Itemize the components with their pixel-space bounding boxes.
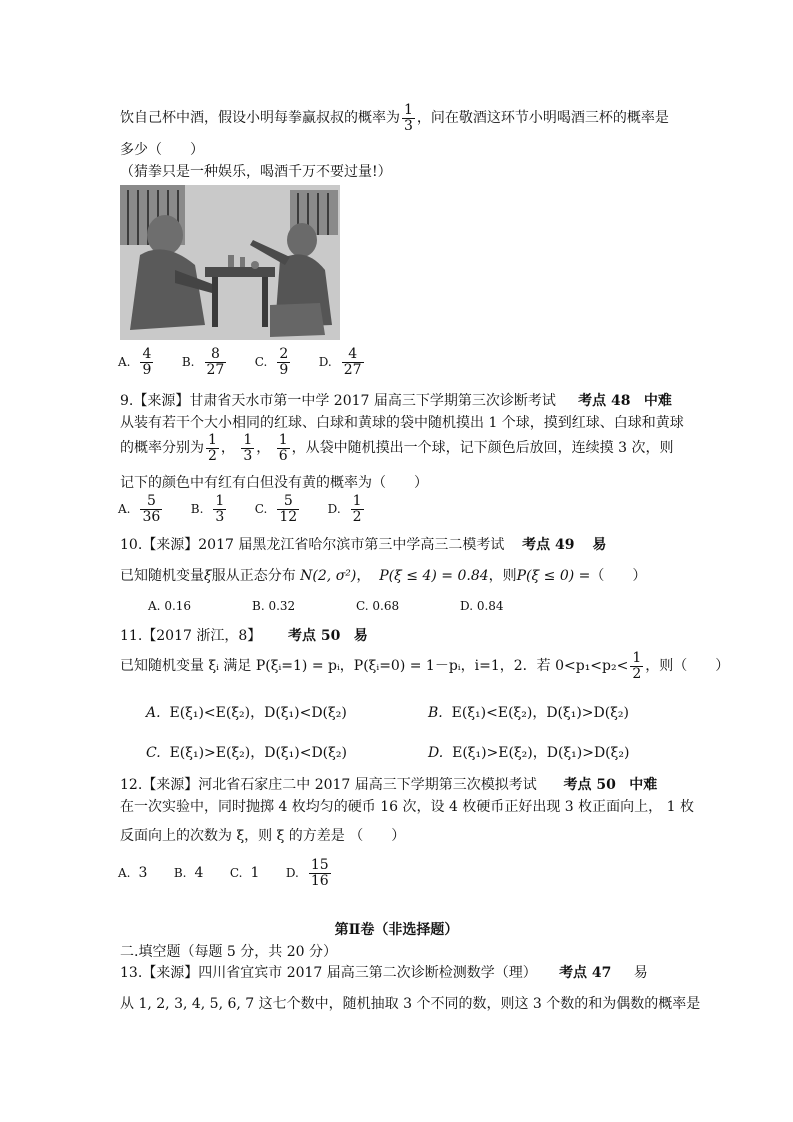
q10-stem: 已知随机变量ξ服从正态分布 N(2, σ²)， P(ξ ≤ 4) = 0.84，则P(ξ ≤ 0) =（ ） (120, 568, 647, 584)
sculpture-drawing (120, 185, 340, 340)
q12-option-b: B. 4 (173, 865, 204, 882)
q9-header: 9.【来源】甘肃省天水市第一中学 2017 届高三下学期第三次诊断考试 考点 48 中难 (120, 393, 672, 409)
q11-option-d: D. E(ξ₁)>E(ξ₂)，D(ξ₁)>D(ξ₂) (428, 745, 630, 761)
q11-option-b: B. E(ξ₁)<E(ξ₂)，D(ξ₁)>D(ξ₂) (428, 705, 629, 721)
q8-option-b: B. $\frac{8}{27}$ (181, 346, 225, 378)
q9-option-b: B. $\frac{1}{3}$ (190, 493, 225, 525)
q8-option-a: A. $\frac{4}{9}$ (118, 346, 152, 378)
q9-line3: 记下的颜色中有红有白但没有黄的概率为（ ） (120, 475, 428, 491)
q10-header: 10.【来源】2017 届黑龙江省哈尔滨市第三中学高三二模考试 考点 49 易 (120, 537, 607, 553)
q13-line1: 从 1, 2, 3, 4, 5, 6, 7 这七个数中，随机抽取 3 个不同的数，则这 3 个数的和为偶数的概率是 (120, 996, 701, 1012)
q10-option-c: C. 0.68 (356, 599, 400, 613)
q12-option-a: A. 3 (118, 865, 148, 882)
q9-option-c: C. $\frac{5}{12}$ (254, 493, 298, 525)
q13-header: 13.【来源】四川省宜宾市 2017 届高三第二次诊断检测数学（理） 考点 47 易 (120, 965, 648, 981)
sculpture-photo (120, 185, 340, 340)
q12-options (118, 858, 355, 888)
q8-note: （猜拳只是一种娱乐，喝酒千万不要过量!） (120, 164, 392, 180)
q8-line1: 饮自己杯中酒，假设小明每拳赢叔叔的概率为 $\frac{1}{3}$ ，问在敬酒这环节小明喝酒三杯的概率是 (120, 102, 669, 134)
section-title: 第Ⅱ卷（非选择题） (334, 922, 459, 938)
q10-option-a: A. 0.16 (148, 599, 192, 613)
q8-option-d: D. $\frac{4}{27}$ (318, 346, 362, 378)
q12-line1: 在一次实验中，同时抛掷 4 枚均匀的硬币 16 次，设 4 枚硬币正好出现 3 枚正面向上， 1 枚 (120, 799, 694, 815)
q8-option-c: C. $\frac{2}{9}$ (254, 346, 289, 378)
q11-stem: 已知随机变量 ξᵢ 满足 P(ξᵢ=1) = pᵢ，P(ξᵢ=0) = 1－pᵢ，i=1，2．若 0<p₁<p₂< $\frac{1}{2}$ ，则（ ） (120, 650, 730, 682)
q9-line2: 的概率分别为 $\frac{1}{2}$ ， $\frac{1}{3}$ ， $\frac{1}{6}$ ，从袋中随机摸出一个球，记下颜色后放回，连续摸 3 次，则 (120, 432, 674, 464)
q12-line2: 反面向上的次数为 ξ，则 ξ 的方差是 （ ） (120, 828, 406, 844)
q12-option-d: D. $\frac{15}{16}$ (285, 857, 329, 889)
q10-option-b: B. 0.32 (252, 599, 296, 613)
q9-option-a: A. $\frac{5}{36}$ (118, 493, 161, 525)
q12-option-c: C. 1 (229, 865, 260, 882)
q9-line1: 从装有若干个大小相同的红球、白球和黄球的袋中随机摸出 1 个球，摸到红球、白球和黄球 (120, 415, 684, 431)
q9-option-d: D. $\frac{1}{2}$ (327, 493, 362, 525)
q8-options (118, 347, 388, 377)
q11-header: 11.【2017 浙江，8】 考点 50 易 (120, 628, 368, 644)
q9-options (118, 494, 388, 524)
q11-option-c: C. E(ξ₁)>E(ξ₂)，D(ξ₁)<D(ξ₂) (146, 745, 347, 761)
q8-fraction: $\frac{1}{3}$ (404, 102, 413, 134)
section-subtitle: 二.填空题（每题 5 分，共 20 分） (120, 944, 337, 960)
q10-options (148, 599, 564, 613)
q10-option-d: D. 0.84 (460, 599, 504, 613)
q8-line2: 多少（ ） (120, 142, 204, 158)
q12-header: 12.【来源】河北省石家庄二中 2017 届高三下学期第三次模拟考试 考点 50 中难 (120, 777, 658, 793)
q11-option-a: A. E(ξ₁)<E(ξ₂)，D(ξ₁)<D(ξ₂) (146, 705, 347, 721)
